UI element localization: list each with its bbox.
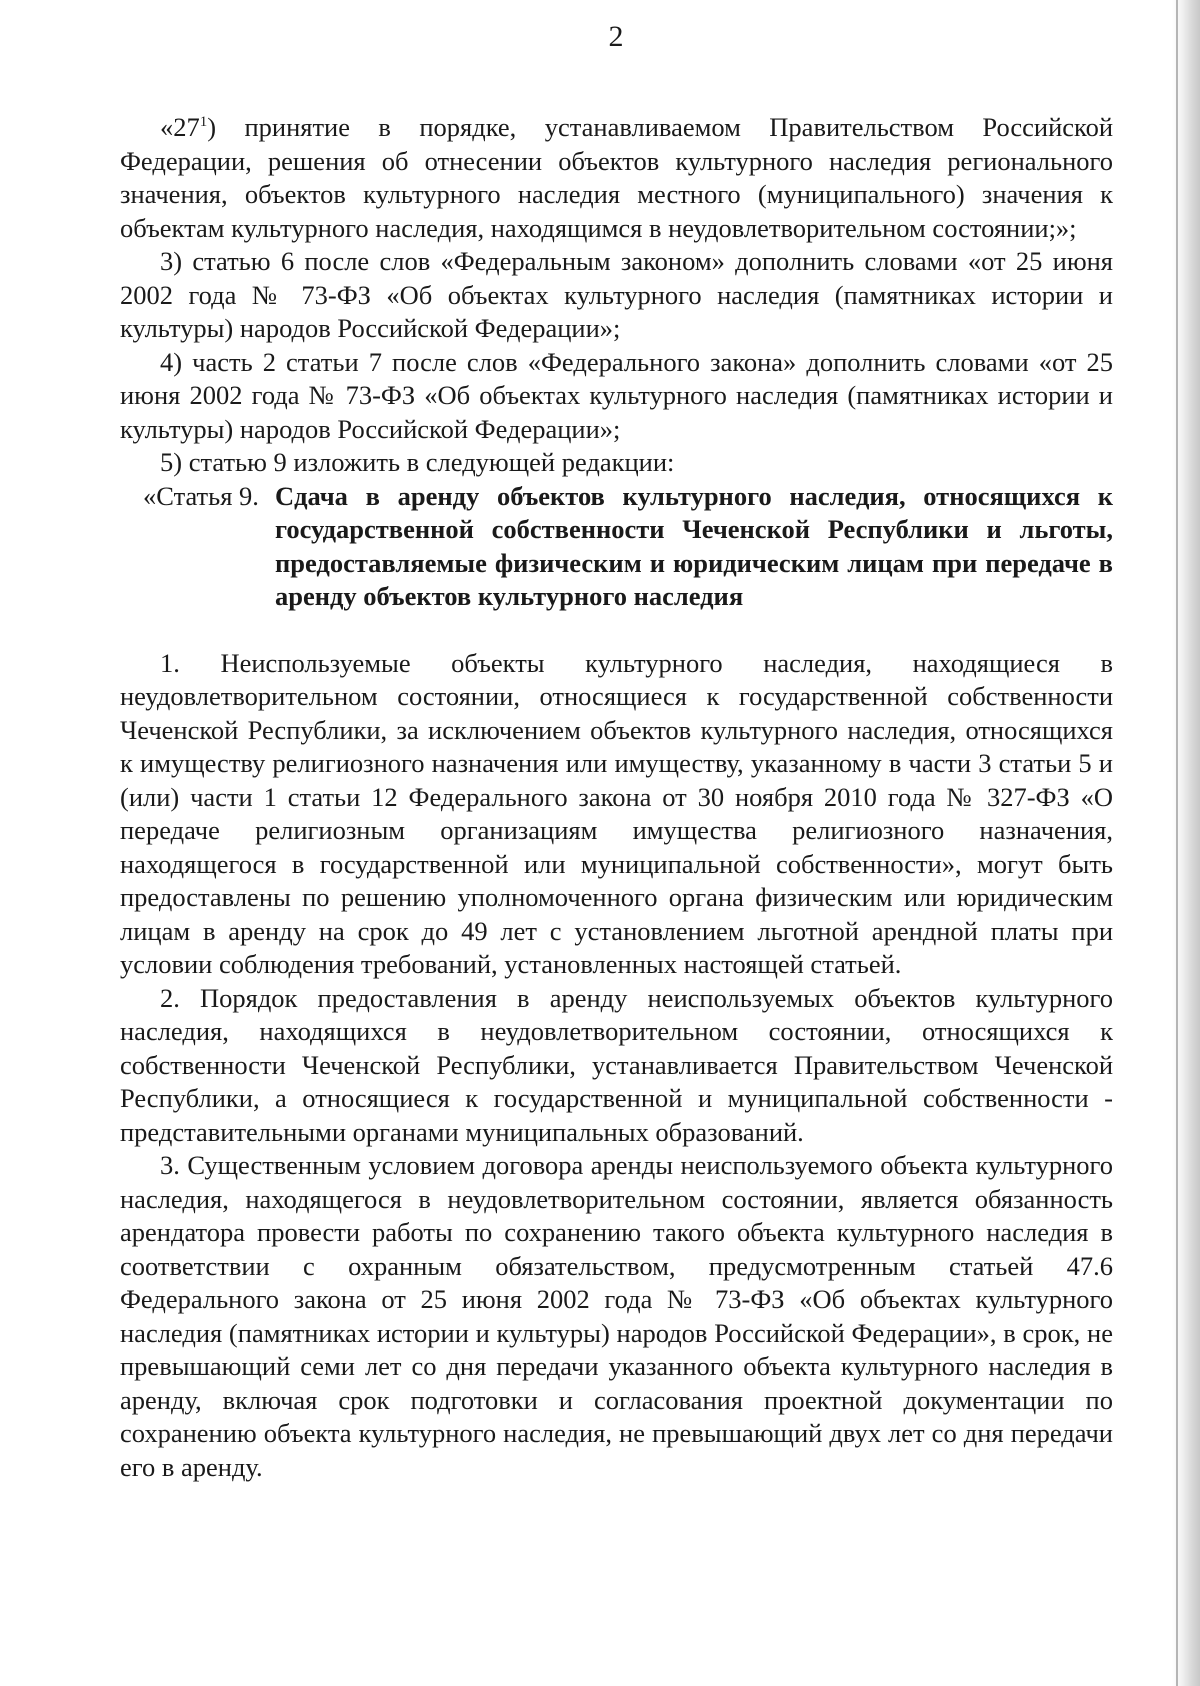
page-number: 2 [608,20,624,53]
document-body [120,111,1113,1484]
paragraph-item-5: 5) статью 9 изложить в следующей редакции: [160,447,675,477]
scan-edge-line [1176,0,1178,1686]
article-paragraph-2: 2. Порядок предоставления в аренду неиспользуемых объектов культурного наследия, находящихся в неудовлетворительном состоянии, относящихся к собственности Чеченской Республики, устанавливается Правительством Чеченской Республики, а относящиеся к государственной и муниципальной собственности - представительными органами муниципальных образований. [120,982,1113,1147]
paragraph-item-3: 3) статью 6 после слов «Федеральным законом» дополнить словами «от 25 июня 2002 года № 73-ФЗ «Об объектах культурного наследия (памятниках истории и культуры) народов Российской Федерации»; [120,246,1113,343]
article-paragraph-1: 1. Неиспользуемые объекты культурного наследия, находящиеся в неудовлетворительном состоянии, относящиеся к государственной собственности Чеченской Республики, за исключением объектов культурного наследия, относящихся к имуществу религиозного назначения или имуществу, указанному в части 3 статьи 5 и (или) части 1 статьи 12 Федерального закона от 30 ноября 2010 года № 327-ФЗ «О передаче религиозным организациям имущества религиозного назначения, находящегося в государственной или муниципальной собственности», могут быть предоставлены по решению уполномоченного органа физическим или юридическим лицам в аренду на срок до 49 лет с установлением льготной арендной платы при условии соблюдения требований, установленных настоящей статьей. [120,647,1113,979]
article-title: Сдача в аренду объектов культурного наследия, относящихся к государственной собственности Чеченской Республики и льготы, предоставляемые физическим и юридическим лицам при передаче в аренду объектов культурного наследия [275,480,1113,611]
paragraph-item-4: 4) часть 2 статьи 7 после слов «Федерального закона» дополнить словами «от 25 июня 2002 года № 73-ФЗ «Об объектах культурного наследия (памятниках истории и культуры) народов Российской Федерации»; [120,346,1113,444]
item-27-1-text: ) принятие в порядке, устанавливаемом Правительством Российской Федерации, решения об отнесении объектов культурного наследия регионального значения, объектов культурного наследия местного (муниципального) значения к объектам культурного наследия, находящимся в неудовлетворительном состоянии;»; [120,112,1113,243]
paragraph-item-27-1 [120,111,1113,245]
spacer [120,614,1113,647]
item-27-1-prefix: «27 [160,112,200,142]
article-paragraph-3: 3. Существенным условием договора аренды неиспользуемого объекта культурного наследия, находящегося в неудовлетворительном состоянии, является обязанность арендатора провести работы по сохранению такого объекта культурного наследия в соответствии с охранным обязательством, предусмотренным статьей 47.6 Федерального закона от 25 июня 2002 года № 73-ФЗ «Об объектах культурного наследия (памятниках истории и культуры) народов Российской Федерации», в срок, не превышающий семи лет со дня передачи указанного объекта культурного наследия в аренду, включая срок подготовки и согласования проектной документации по сохранению объекта культурного наследия, не превышающий двух лет со дня передачи его в аренду. [120,1150,1113,1482]
article-label: «Статья 9. [143,480,259,511]
article-heading [143,480,1113,614]
item-27-1-superscript: 1 [199,114,208,131]
